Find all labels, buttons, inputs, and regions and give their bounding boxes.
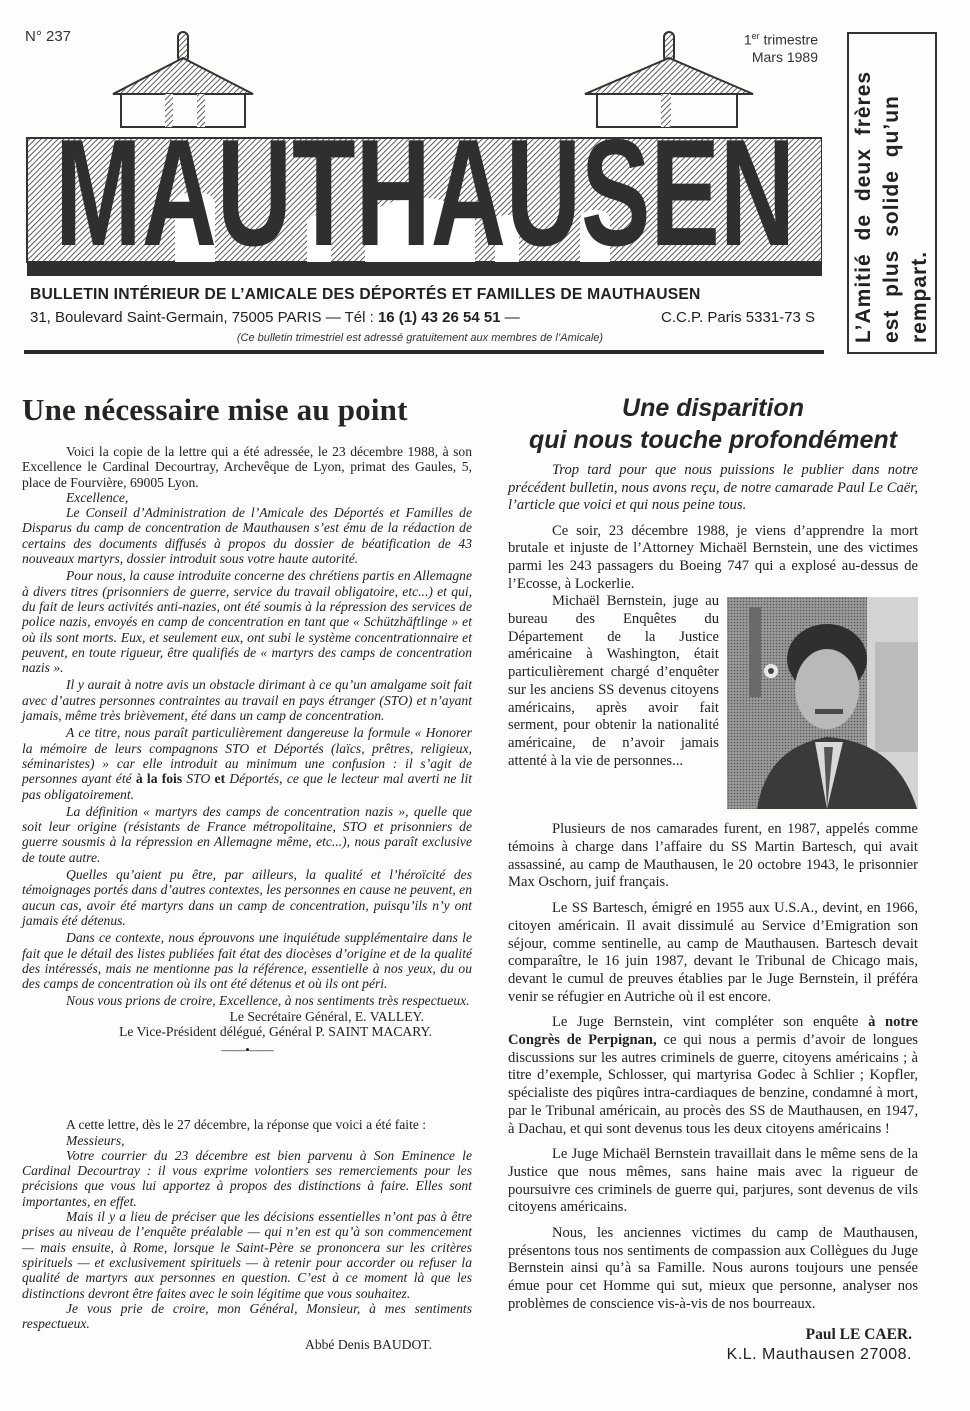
issue-date-block	[700, 28, 818, 66]
distribution-note: (Ce bulletin trimestriel est adressé gratuitement aux membres de l’Amicale)	[236, 332, 604, 344]
article-right-title: Une disparition qui nous touche profondément	[528, 394, 898, 454]
article-right	[508, 382, 918, 1364]
article-paragraph: Le Juge Bernstein, vint compléter son enquête à notre Congrès de Perpignan, ce qui nous a permis d’avoir de longues discussions sur les autres criminels de guerre, citoyens américains ; à titre d’exemple, Schlosser, qui martyrisa Godec à Schlier ; Kopfler, spécialiste des piqûres intra-cardiaques de benzine, condamné à mort, par le Tribunal américain, au procès des SS de Mauthausen, en 1947, à Dachau, et qui sont devenus tous les deux citoyens américains !	[508, 1014, 918, 1137]
article-paragraph: Michaël Bernstein, juge au bureau des Enquêtes du Département de la Justice américaine à Washington, était particulièrement chargé d’enquêter sur les anciens SS devenus citoyens américains, après avoir fait serment, pour obtenir la nationalité américaine, de n’avoir jamais attenté à la vie de personnes...	[508, 593, 719, 769]
address-line	[30, 309, 815, 326]
author-detail: K.L. Mauthausen 27008.	[726, 1345, 912, 1363]
signature-baudot: Abbé Denis BAUDOT.	[305, 1337, 432, 1353]
motto-box	[847, 32, 937, 354]
issue-month: Mars 1989	[751, 48, 818, 65]
letter-paragraph: Pour nous, la cause introduite concerne des chrétiens partis en Allemagne à divers titres (prisonniers de guerre, service du travail obligatoire, etc...) et qui, du fait de leurs activités anti-nazies, ont été soumis à la répression des services de police nazis, envoyés en camp de concentration en tant que « Schützhäftlinge » et où ils sont morts. Eux, et seulement eux, ont subi le système concentrationnaire et peuvent, en toute rigueur, être qualifiés de « martyrs des camps de concentration nazis ».	[22, 568, 472, 676]
reply-paragraph: Votre courrier du 23 décembre est bien parvenu à Son Eminence le Cardinal Decourtray : il vous exprime volontiers ses remerciements pour les précisions que vous lui apportez à propos des distinctions à faire. Elles sont importantes, en effet.	[22, 1147, 472, 1209]
reply-closing: Je vous prie de croire, mon Général, Monsieur, à mes sentiments respectueux.	[22, 1300, 472, 1332]
letter-paragraph: A ce titre, nous paraît particulièrement dangereuse la formule « Honorer la mémoire de leurs compagnons STO et Déportés (laïcs, prêtres, religieux, séminaristes) » car elle introduit au minimum une confusion : il s’agit de personnes ayant été à la fois STO et Déportés, ce que le lecteur mal averti ne lit pas obligatoirement.	[22, 725, 472, 802]
letter-paragraph: La définition « martyrs des camps de concentration nazis », quelle que soit leur origine (résistants de France métropolitaine, STO et prisonniers de guerre sousmis à la répression en Allemagne même, etc...), nous paraît exclusive de toute autre.	[22, 803, 472, 865]
article-paragraph: Plusieurs de nos camarades furent, en 1987, appelés comme témoins à charge dans l’affaire du SS Martin Bartesch, qui avait assassiné, au camp de Mauthausen, le 20 octobre 1943, le prisonnier Max Oschorn, juif français.	[508, 821, 918, 891]
signature-vice-president: Le Vice-Président délégué, Général P. SAINT MACARY.	[119, 1023, 432, 1039]
issue-number: N° 237	[25, 28, 72, 45]
letter-paragraph: Le Conseil d’Administration de l’Amicale des Déportés et Familles de Disparus du camp de concentration de Mauthausen s’est ému de la rédaction de certains des documents diffusés à propos du dossier de béatification de 43 nouveaux martyrs, dossier introduit sous votre haute autorité.	[22, 505, 472, 567]
article-left	[22, 382, 472, 1353]
article-paragraph: Nous, les anciennes victimes du camp de Mauthausen, présentons tous nos sentiments de compassion aux Collègues du Juge Bernstein ainsi qu’à sa Famille. Nous aurons toujours une pensée émue pour cet Homme qui sut, mieux que personne, analyser nos problèmes de conscience vis-à-vis de nos bourreaux.	[508, 1225, 918, 1312]
article-right-intro: Trop tard pour que nous puissions le publier dans notre précédent bulletin, nous avons reçu, de notre camarade Paul Le Caër, l’article que voici et qui nous peine tous.	[508, 462, 918, 513]
bulletin-title: BULLETIN INTÉRIEUR DE L’AMICALE DES DÉPORTÉS ET FAMILLES DE MAUTHAUSEN	[30, 286, 701, 303]
reply-intro: A cette lettre, dès le 27 décembre, la réponse que voici a été faite :	[66, 1117, 427, 1133]
logo-wordmark: MAUTHAUSEN	[55, 108, 795, 278]
section-divider: ——•——	[221, 1042, 273, 1058]
phone-number: 16 (1) 43 26 54 51	[377, 309, 501, 326]
ccp-account: C.C.P. Paris 5331-73 S	[661, 309, 815, 326]
article-paragraph: Ce soir, 23 décembre 1988, je viens d’apprendre la mort brutale et injuste de l’Attorney Michaël Bernstein, une des victimes parmi les 243 passagers du Boeing 747 qui a explosé au-dessus de l’Ecosse, à Lockerlie.	[508, 522, 918, 592]
portrait-photo	[727, 597, 918, 809]
letter-paragraph: Il y aurait à notre avis un obstacle dirimant à ce qu’un amalgame soit fait avec d’autres personnes contraintes au travail en pays étranger (STO) et n’ayant jamais, même très brièvement, été dans un camp de concentration.	[22, 677, 472, 724]
masthead-rule	[24, 350, 824, 354]
article-left-title: Une nécessaire mise au point	[22, 392, 408, 427]
signature-secretary: Le Secrétaire Général, E. VALLEY.	[229, 1008, 424, 1024]
letter-salutation: Excellence,	[66, 489, 129, 505]
author-name: Paul LE CAER.	[805, 1325, 912, 1343]
mauthausen-logo	[25, 30, 822, 280]
photo-section	[508, 593, 918, 813]
article-left-intro: Voici la copie de la lettre qui a été adressée, le 23 décembre 1988, à son Excellence le Cardinal Decourtray, Archevêque de Lyon, primat des Gaules, 5, place de Fourvière, 69005 Lyon.	[22, 444, 472, 490]
reply-salutation: Messieurs,	[66, 1132, 125, 1148]
article-paragraph: Le Juge Michaël Bernstein travaillait dans le même sens de la Justice que nous mêmes, sans haine mais avec la rigueur de poursuivre ces criminels de guerre qui, parjures, sont devenus de vils citoyens américains.	[508, 1146, 918, 1216]
letter-paragraph: Quelles qu’aient pu être, par ailleurs, la qualité et l’héroïcité des témoignages portés dans d’autres contextes, les personnes en cause ne peuvent, en aucun cas, avoir été martyrs dans un camp de concentration, puisqu’ils n’y ont jamais été détenus.	[22, 867, 472, 928]
address: 31, Boulevard Saint-Germain, 75005 PARIS — Tél : 16 (1) 43 26 54 51 —	[30, 309, 520, 326]
article-paragraph: Le SS Bartesch, émigré en 1955 aux U.S.A., devint, en 1966, citoyen américain. Il avait dissimulé au Service d’Emigration son séjour, comme sentinelle, au camp de Mauthausen. Bartesch devait comparaître, le 16 juin 1987, devant le Tribunal de Chicago mais, devant le cumul de preuves établies par le Juge Bernstein, il préféra venir se réfugier en Autriche où il est encore.	[508, 900, 918, 1005]
motto-text: L’Amitié de deux frères est plus solide qu’un rempart.	[852, 70, 931, 343]
letter-closing: Nous vous prions de croire, Excellence, à nos sentiments très respectueux.	[66, 993, 470, 1009]
reply-paragraph: Mais il y a lieu de préciser que les décisions essentielles n’ont pas à être prises au niveau de l’enquête préalable — qui n’en est qu’à son commencement — mais ensuite, à Rome, lorsque le Saint-Père se prononcera sur les critères spirituels — et exclusivement spirituels — à retenir pour accorder ou refuser la qualité de martyrs aux personnes en question. C’est à ce moment là que les distinctions devront être faites avec le soin légitime que vous souhaitez.	[22, 1209, 472, 1301]
letter-paragraph: Dans ce contexte, nous éprouvons une inquiétude supplémentaire dans le fait que le détail des listes publiées fait état des diocèses d’origine et de la qualité des intéressés, mais ne mentionne pas la référence, essentielle à nos yeux, du ou des camps de concentration où ils ont été détenus et où ils ont péri.	[22, 930, 472, 992]
issue-period: 1er trimestre	[743, 31, 818, 48]
